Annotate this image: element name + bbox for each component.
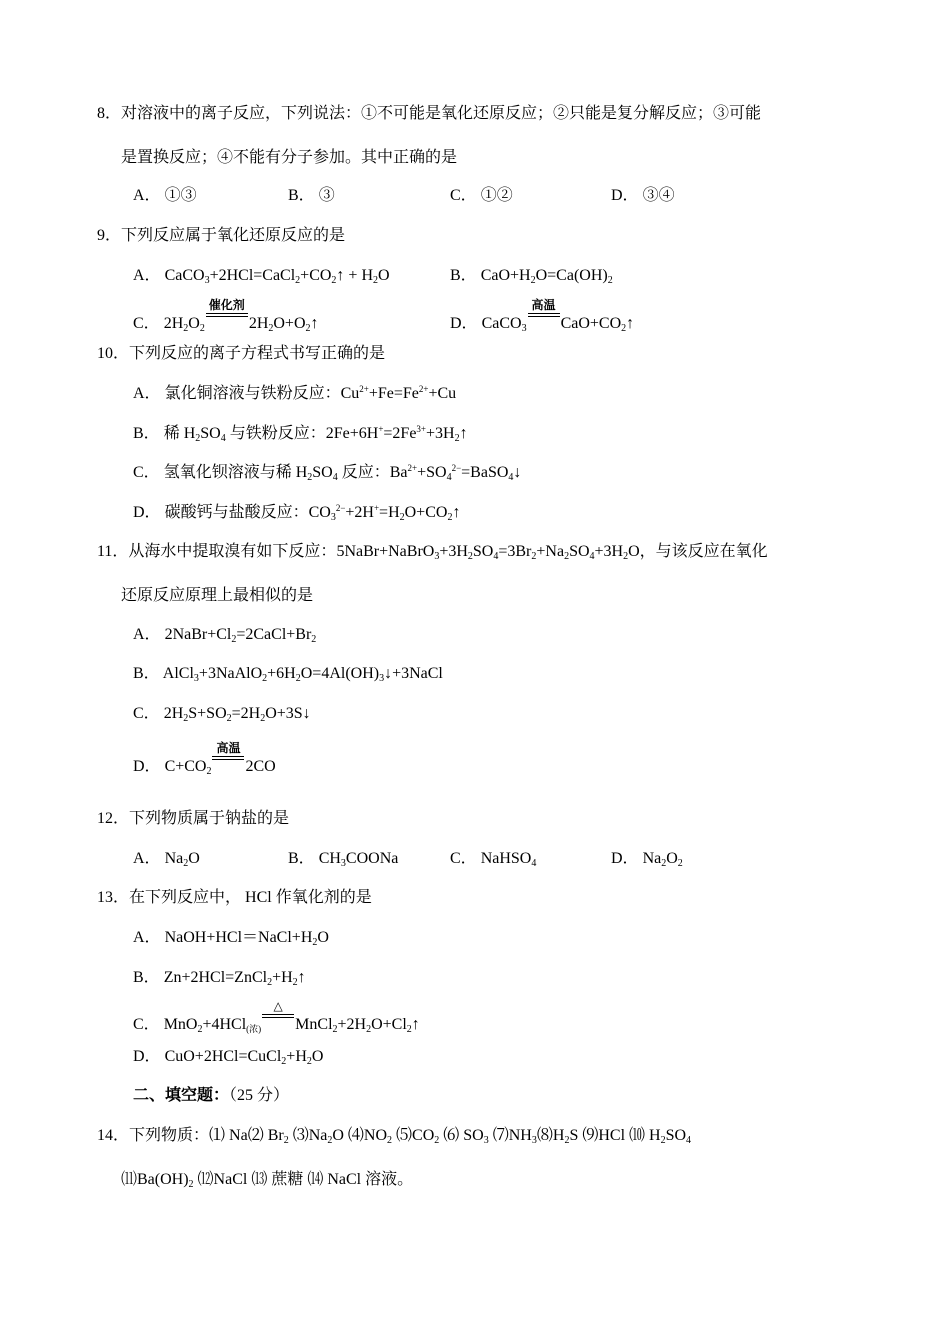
- q9-stem: 9．下列反应属于氧化还原反应的是: [97, 227, 346, 244]
- q14-stem-line1: 14．下列物质：⑴ Na⑵ $Br_2$ $⑶Na_2O$ $⑷NO_2$ $⑸CO_2$ ⑹ $SO_3$ $⑺NH_3⑻H_2S$ ⑼HCl ⑽ $H_2SO_4$: [97, 1127, 692, 1146]
- q13-stem: 13．在下列反应中， HCl 作氧化剂的是: [97, 889, 372, 906]
- reaction-condition-catalyst: 催化剂: [205, 308, 249, 328]
- section-heading: 二、填空题：（25 分）: [133, 1087, 290, 1104]
- q9-option-a[interactable]: A． $CaCO_3+2HCl=CaCl_2+CO_2↑ + H_2O$: [133, 267, 390, 286]
- q8-stem-line1: [97, 104, 761, 124]
- q12-number: 12．: [97, 810, 130, 827]
- q11-number: 11．: [97, 543, 129, 560]
- q13-option-c[interactable]: C． MnO$_2$+4HCl$_{(浓)}$ △ $MnCl_2+2H_2O+Cl_2↑$: [133, 999, 420, 1035]
- q8-number: 8．: [97, 105, 122, 122]
- q14-number: 14．: [97, 1127, 130, 1144]
- q9-option-b[interactable]: B． $CaO+H_2O=Ca(OH)_2$: [450, 267, 613, 286]
- q12-option-a[interactable]: A． $Na_2O$: [133, 850, 200, 869]
- q13-number: 13．: [97, 889, 130, 906]
- q8-stem-line2: 是置换反应；④不能有分子参加。其中正确的是: [121, 149, 458, 166]
- q9-number: 9．: [97, 227, 122, 244]
- q8-option-c[interactable]: C． ①②: [450, 187, 513, 204]
- q8-option-b[interactable]: B． ③: [288, 187, 335, 204]
- q11-option-a[interactable]: A． $2NaBr+Cl_2=2CaCl+Br_2$: [133, 626, 317, 645]
- q13-option-b[interactable]: B． $Zn+2HCl=ZnCl_2+H_2↑$: [133, 969, 306, 988]
- q11-option-b[interactable]: B． $AlCl_3+3NaAlO_2+6H_2O=4Al(OH)_3↓+3NaCl$: [133, 665, 443, 684]
- q10-option-a[interactable]: A． 氯化铜溶液与铁粉反应：$Cu^{2+}+Fe=Fe^{2+}+Cu$: [133, 384, 457, 402]
- q12-option-b[interactable]: B． $CH_3COONa$: [288, 850, 399, 869]
- q8-option-d[interactable]: D． ③④: [611, 187, 675, 204]
- q10-number: 10．: [97, 345, 130, 362]
- q12-stem: 12．下列物质属于钠盐的是: [97, 810, 290, 827]
- q13-option-d[interactable]: D． $CuO+2HCl=CuCl_2+H_2O$: [133, 1048, 324, 1067]
- q8-stem: 对溶液中的离子反应，下列说法：①不可能是氧化还原反应；②只能是复分解反应；③可能: [121, 105, 762, 122]
- reaction-condition-high-temp: 高温: [211, 751, 245, 771]
- q10-stem: 10．下列反应的离子方程式书写正确的是: [97, 345, 386, 362]
- q12-option-c[interactable]: C． NaHSO$_4$: [450, 850, 537, 869]
- q11-stem-line2: 还原反应原理上最相似的是: [121, 587, 314, 604]
- reaction-condition-heat: △: [261, 1009, 295, 1029]
- q11-stem-line1: 11．从海水中提取溴有如下反应：$5NaBr+NaBrO_3+3H_2SO_4=3Br_2+Na_2SO_4+3H_2O$，与该反应在氧化: [97, 543, 768, 562]
- q10-option-d[interactable]: D． 碳酸钙与盐酸反应：$CO_3^{2-}+2H^+=H_2O+CO_2↑$: [133, 503, 461, 523]
- q9-option-d[interactable]: D． CaCO$_3$ 高温 $CaO+CO_2↑$: [450, 298, 635, 334]
- q13-option-a[interactable]: A． $NaOH+HCl=NaCl+H_2O$: [133, 929, 329, 948]
- q10-option-b[interactable]: B． 稀 $H_2SO_4$ 与铁粉反应：$2Fe+6H^+=2Fe^{3+}+3H_2↑$: [133, 424, 468, 444]
- q9-option-c[interactable]: C． $2H_2O_2$ 催化剂 $2H_2O+O_2↑$: [133, 298, 319, 334]
- q10-option-c[interactable]: C． 氢氧化钡溶液与稀 $H_2SO_4$ 反应：$Ba^{2+}+SO_4^{2-}=BaSO_4↓$: [133, 463, 522, 483]
- q14-stem-line2: $⑾Ba(OH)_2$ ⑿NaCl ⒀ 蔗糖 ⒁ NaCl 溶液。: [121, 1171, 414, 1190]
- q8-option-a[interactable]: A． ①③: [133, 187, 197, 204]
- q11-option-d[interactable]: D． $C+CO_2$ 高温 2CO: [133, 741, 276, 777]
- q12-option-d[interactable]: D． $Na_2O_2$: [611, 850, 683, 869]
- reaction-condition-high-temp: 高温: [527, 308, 561, 328]
- q11-option-c[interactable]: C． $2H_2S+SO_2=2H_2O+3S↓$: [133, 705, 311, 724]
